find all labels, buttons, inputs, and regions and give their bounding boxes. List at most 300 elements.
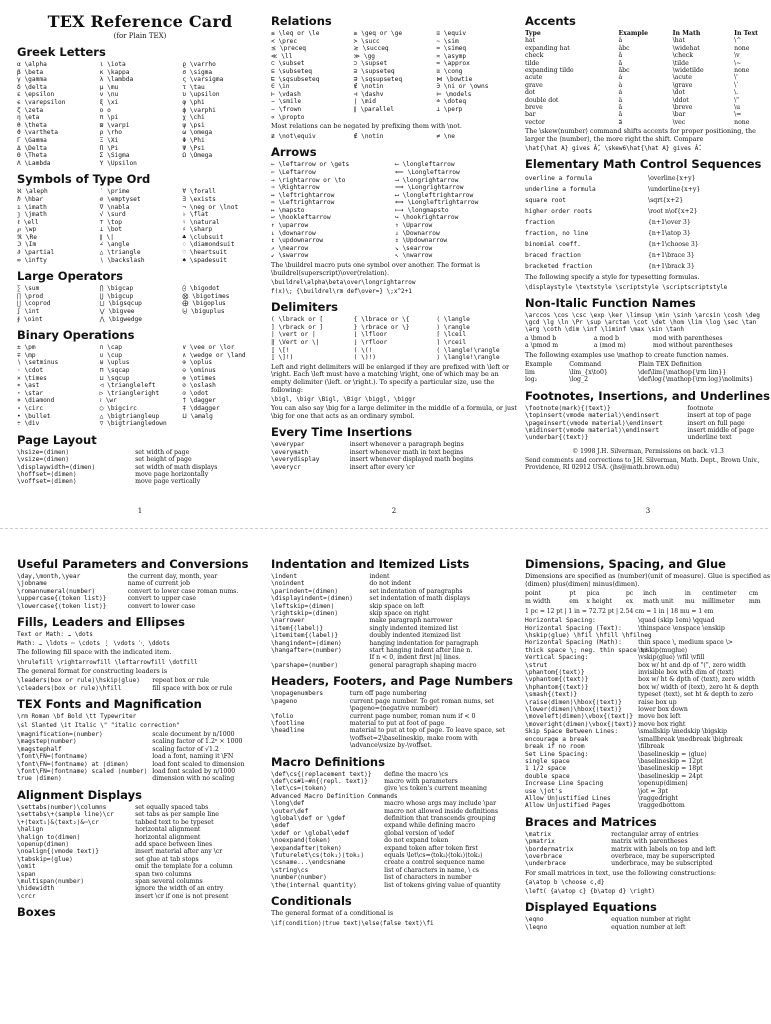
description-cell: current page number, roman num if < 0 (349, 712, 476, 720)
description-cell: name of current job (127, 580, 190, 588)
symbol-entry: ⨆ \bigsqcup (99, 300, 142, 308)
command-cell: \parshape=⟨number⟩ (271, 661, 339, 669)
command-cell: underline a formula (525, 186, 596, 194)
description-cell: expand token after token first (384, 844, 478, 852)
symbol-entry: Υ \Upsilon (99, 159, 137, 167)
units-table (525, 590, 771, 606)
unit-cell: em (569, 598, 579, 606)
delimiters-note-2: You can also say \big for a large delimiter in the middle of a formula, or just \big for one that acts as an ordinary symbol. (271, 404, 517, 420)
table-cell: Plain TEX Definition (638, 361, 702, 369)
description-cell: \baselineskip = 24pt (638, 772, 703, 780)
command-cell: \everycr (271, 463, 301, 471)
symbol-entry: α \alpha (17, 61, 47, 68)
command-cell: \everydisplay (271, 456, 320, 464)
symbol-entry: ♣ \clubsuit (182, 233, 224, 241)
symbol-entry: ↙ \swarrow (271, 252, 309, 260)
description-cell: thin space \, medium space \> (638, 639, 733, 647)
description-cell: make paragraph narrower (369, 617, 453, 625)
table-cell: hat (525, 37, 536, 45)
command-cell: \pageno (271, 697, 298, 705)
symbol-entry: ≺ \prec (271, 37, 298, 45)
command-cell: Horizontal Spacing: (525, 617, 596, 625)
description-cell: list of tokens giving value of quantity (384, 881, 501, 889)
table-cell: \breve (672, 104, 693, 112)
arrows-note: The \buildrel macro puts one symbol over another. The format is \buildrel⟨superscript⟩\over⟨relation⟩. (271, 261, 481, 277)
command-cell: \halign to⟨dimen⟩ (17, 833, 81, 841)
symbol-entry: ∧ \wedge or \land (182, 351, 246, 359)
description-cell: insert whenever math in text begins (349, 448, 464, 456)
symbol-entry: ⟩ \rangle (436, 323, 470, 331)
symbol-entry: ∣ \mid (353, 98, 377, 106)
delimiters-heading: Delimiters (271, 300, 338, 315)
command-cell: \edef (271, 822, 290, 830)
symbol-entry: ⨄ \biguplus (182, 308, 225, 316)
command-cell: overline a formula (525, 175, 593, 183)
symbol-entry: ∼ \sim (436, 37, 459, 45)
control-table (525, 173, 771, 272)
fills-heading: Fills, Leaders and Ellipses (17, 615, 185, 630)
command-cell: \long\def (271, 800, 305, 808)
delimiters-note: Left and right delimiters will be enlarged if they are prefixed with \left or \right. Each \left must have a matching \right, one of which may be an empty delimiter (\left. or \right.). To specify a particular size, use the following: (271, 362, 510, 394)
symbol-entry: ∐ \coprod (17, 300, 51, 308)
description-cell: create a control sequence name (384, 859, 485, 867)
description-cell: set indentation of paragraphs (369, 587, 463, 595)
boxes-heading: Boxes (17, 905, 56, 920)
description-cell: \sqrt{x+2} (648, 197, 684, 205)
braces-example-1: {a\atop b \choose c,d} (525, 879, 605, 887)
relations-heading: Relations (271, 14, 332, 28)
symbol-entry: ⊤ \top (99, 218, 123, 226)
macro-table (271, 771, 517, 890)
description-cell: \baselineskip = ⟨glue⟩ (638, 750, 707, 758)
symbol-entry: ◁ \triangleleft (99, 382, 156, 390)
description-cell: \root n\of{x+2} (648, 208, 698, 216)
control-styles: \displaystyle \textstyle \scriptstyle \scriptscriptstyle (525, 284, 728, 292)
unit-cell: millimeter (702, 598, 735, 606)
description-cell: give \cs token's current meaning (384, 785, 487, 793)
symbol-entry: ⊘ \oslash (182, 382, 216, 390)
description-cell: tabbed text to be typeset (135, 818, 214, 826)
symbol-entry: μ \mu (99, 83, 119, 91)
symbol-entry: ≪ \ll (271, 52, 293, 60)
description-cell: {n+1\choose 3} (648, 241, 699, 249)
command-cell: \span (17, 870, 36, 878)
symbol-entry: χ \chi (182, 114, 205, 122)
unit-cell: inch (643, 590, 657, 598)
unit-cell: pc (625, 590, 634, 598)
symbol-entry: ∈ \in (271, 83, 290, 91)
symbol-entry: ⌉ \rceil (436, 339, 467, 346)
table-cell: \^ (734, 37, 742, 45)
symbol-entry: λ \lambda (99, 76, 134, 84)
description-cell: fill space with box or rule (152, 684, 233, 692)
table-cell: \widetilde (672, 67, 704, 75)
symbol-entry: ⇓ \Downarrow (395, 229, 440, 237)
fills-note-2: The general format for constructing leaders is (17, 666, 168, 675)
command-cell: \phantom{⟨text⟩} (525, 669, 585, 677)
command-cell: \uppercase{⟨token list⟩} (17, 595, 107, 603)
function-examples (525, 361, 771, 383)
greek-heading: Greek Letters (17, 45, 106, 59)
ord-list (17, 188, 263, 264)
description-cell: current page number. To get roman nums, set \pageno=⟨negative number⟩ (349, 697, 494, 713)
copyright: © 1998 J.H. Silverman, Permissions on back. v1.3 (572, 447, 724, 455)
symbol-entry: ≃ \simeq (436, 45, 467, 53)
description-cell: \filbreak (638, 743, 665, 751)
description-cell: indent (369, 573, 390, 580)
description-cell: list of characters in name, \ cs (384, 866, 479, 874)
description-cell: repeat box or rule (152, 677, 210, 685)
symbol-entry: ∥ \parallel (353, 105, 395, 113)
command-cell: \narrower (271, 617, 305, 625)
command-cell: single space (525, 757, 570, 765)
description-cell: macro not allowed inside definitions (384, 807, 499, 815)
command-cell: \raise⟨dimen⟩\hbox{⟨text⟩} (525, 698, 622, 706)
accents-compare: \hat{\hat A} gives Â̂, \skew6\hat{\hat A} gives Â̂. (525, 145, 703, 153)
description-cell: rectangular array of entries (611, 830, 699, 838)
indent-heading: Indentation and Itemized Lists (271, 557, 470, 571)
command-cell: Allow Unjustified Pages (525, 802, 611, 810)
page-number-3: 3 (645, 507, 651, 515)
symbol-entry: × \times (17, 374, 47, 382)
table-cell: lim (525, 368, 535, 376)
command-cell: \item{⟨label⟩} (271, 624, 324, 632)
greek-list (17, 61, 263, 167)
description-cell: \baselineskip = 18pt (638, 765, 703, 773)
command-cell: \string\cs (271, 866, 309, 874)
symbol-entry: ⊆ \subseteq (271, 67, 312, 75)
description-cell: invisible box with dim of ⟨text⟩ (638, 669, 734, 677)
description-cell: \quad (skip 1em) \qquad (638, 617, 715, 625)
command-cell: \everymath (271, 448, 309, 456)
command-cell: \hidewidth (17, 885, 55, 893)
description-cell: load a font, naming it \FN (152, 753, 234, 761)
symbol-entry: ≤ \leq or \le (271, 30, 320, 37)
symbol-entry: π \pi (99, 114, 119, 122)
table-cell: \widehat (672, 44, 700, 52)
table-cell: a \pmod m (525, 342, 559, 350)
symbol-entry: ∞ \infty (17, 256, 47, 264)
description-cell: horizontal alignment (135, 826, 201, 834)
table-cell: a \bmod b (525, 335, 557, 343)
command-cell: \hangindent=⟨dimen⟩ (271, 639, 342, 647)
description-cell: overbrace, may be superscripted (611, 852, 715, 860)
symbol-entry: ↕ \updownarrow (271, 237, 324, 245)
description-cell: scale document by n/1000 (152, 731, 235, 739)
symbol-entry: ⟨ \langle (436, 316, 470, 324)
mod-table (525, 335, 771, 350)
table-cell: check (525, 52, 544, 60)
description-cell: \underline{x+y} (648, 186, 701, 194)
symbol-entry: ⋃ \bigcup (99, 292, 134, 300)
command-cell: thick space \; neg. thin space \! (525, 646, 648, 654)
symbol-entry: ⇕ \Updownarrow (395, 237, 448, 245)
table-cell: dot (525, 89, 536, 97)
symbol-entry: Ω \Omega (182, 152, 213, 160)
symbol-entry: ⊙ \odot (182, 389, 209, 397)
symbol-entry: ⪰ \succeq (353, 45, 389, 53)
description-cell: the current day, month, year (127, 573, 218, 580)
arrows-list (271, 161, 517, 260)
table-cell: ā (618, 111, 623, 119)
description-cell: \smallskip \medskip \bigskip (638, 728, 728, 736)
description-cell: expand while defining macro (384, 822, 476, 830)
command-cell: break if no room (525, 743, 585, 751)
unit-cell: ex (625, 598, 633, 606)
command-cell: square root (525, 197, 566, 205)
symbol-entry: ≍ \asymp (436, 52, 467, 60)
command-cell: \vphantom{⟨text⟩} (525, 676, 589, 684)
symbol-entry: ⟩ \langle!\rangle (436, 354, 500, 362)
symbol-entry: ⊓ \sqcap (99, 367, 130, 374)
symbol-entry: ∘ \circ (17, 404, 44, 412)
table-cell: \def\lim{\mathop{\rm lim}} (638, 368, 727, 376)
command-cell: \crcr (17, 892, 36, 900)
symbol-entry: ≈ \approx (436, 60, 470, 68)
command-cell: \noindent (271, 580, 305, 588)
symbol-entry: ⊇ \supseteq (353, 67, 395, 75)
fills-note: The following fill space with the indicated item. (17, 648, 172, 657)
symbol-entry: ⊣ \dashv (353, 90, 384, 98)
symbol-entry (182, 316, 263, 324)
command-cell: \font\FN=⟨fontname⟩ at ⟨dimen⟩ (17, 760, 129, 768)
description-cell: move box right (638, 720, 686, 728)
command-cell: \footline (271, 719, 305, 727)
accents-col-type: Type (525, 30, 541, 37)
unit-cell: m width (525, 598, 551, 606)
align-table (17, 804, 263, 900)
fills-text: Text or Math: … \dots (17, 631, 93, 639)
description-cell: ignore the width of an entry (135, 885, 224, 893)
footnotes-heading: Footnotes, Insertions, and Underlines (525, 388, 770, 403)
symbol-entry: ↦ \mapsto (271, 206, 305, 214)
description-cell: {n+1\over 3} (648, 219, 691, 227)
command-cell: braced fraction (525, 252, 581, 260)
arrows-heading: Arrows (271, 145, 317, 160)
symbol-entry: ⇔ \Leftrightarrow (271, 199, 335, 207)
fold-line (0, 528, 768, 529)
symbol-entry: ↔ \leftrightarrow (271, 191, 335, 199)
command-cell: \cleaders⟨box or rule⟩\hfill (17, 684, 122, 692)
command-cell: \midinsert⟨vmode material⟩\endinsert (525, 426, 660, 434)
command-cell: \outer\def (271, 807, 309, 815)
symbol-entry: ⌈ \lceil (436, 331, 467, 339)
symbol-entry: ↗ \nearrow (271, 244, 309, 252)
table-cell: breve (525, 104, 543, 112)
symbol-entry: γ \gamma (17, 76, 47, 84)
command-cell: \the⟨internal quantity⟩ (271, 881, 357, 889)
table-cell: a (mod m) (593, 342, 626, 350)
function-heading: Non-Italic Function Names (525, 296, 696, 311)
table-cell: \hat (672, 37, 685, 45)
command-cell: \futurelet\cs⟨tok₁⟩⟨tok₂⟩ (271, 852, 365, 859)
command-cell: \leftskip=⟨dimen⟩ (271, 602, 335, 610)
symbol-entry: ⟹ \Longrightarrow (395, 184, 464, 192)
symbol-entry: ∇ \nabla (99, 203, 130, 211)
symbol-entry: ( \lbrack or [ (271, 316, 324, 324)
description-cell: definition that transcends grouping (384, 814, 496, 822)
symbol-entry: ≥ \geq or \ge (353, 30, 403, 37)
large-list (17, 285, 263, 323)
symbol-entry: Δ \Delta (17, 144, 47, 152)
symbol-entry: ≀ \wr (99, 397, 117, 405)
symbol-entry: ⋈ \bowtie (436, 75, 473, 83)
command-cell: \indent (271, 573, 298, 580)
command-cell: Vertical Spacing: (525, 654, 589, 662)
fonts-heading: TEX Fonts and Magnification (17, 697, 202, 712)
description-cell: scaling factor of √1.2 (152, 745, 219, 753)
table-cell: expanding hat (525, 44, 570, 52)
command-cell: 1 1/2 space (525, 765, 566, 773)
command-cell: \hskip⟨glue⟩ \hfil \hfill \hfilneg (525, 632, 652, 639)
symbol-entry: ∓ \mp (17, 351, 36, 359)
symbol-entry: } \rbrace or \} (353, 323, 410, 331)
symbol-entry: ℓ \ell (17, 218, 39, 226)
page-6 (525, 540, 771, 1024)
description-cell: macro whose args may include \par (384, 800, 497, 808)
symbol-entry: o o (99, 106, 111, 114)
symbol-entry: ♮ \natural (182, 218, 220, 226)
symbol-entry: ↩ \hookleftarrow (271, 214, 331, 222)
symbol-entry: υ \upsilon (182, 91, 220, 99)
symbol-entry: { \lbrace or \{ (353, 316, 410, 324)
command-cell: binomial coeff. (525, 241, 581, 249)
symbol-entry: κ \kappa (99, 68, 130, 76)
command-cell: \global\def or \gdef (271, 814, 346, 822)
command-cell: \parindent=⟨dimen⟩ (271, 587, 339, 595)
table-cell: \' (734, 74, 738, 82)
symbol-entry: ⊒ \sqsupseteq (353, 75, 403, 83)
control-note: The following specify a style for typesetting formulas. (525, 273, 700, 282)
description-cell: insert whenever a paragraph begins (349, 441, 464, 449)
table-cell: ǎ (618, 52, 623, 60)
command-cell: \everypar (271, 441, 305, 449)
table-cell: expanding tilde (525, 67, 574, 75)
command-cell: true ⟨dimen⟩ (17, 775, 62, 783)
align-heading: Alignment Displays (17, 787, 142, 802)
symbol-entry: σ \sigma (182, 68, 213, 76)
command-cell: \hoffset=⟨dimen⟩ (17, 470, 77, 478)
table-cell: \lim_{x\to0} (569, 368, 608, 376)
braces-example-2: \left( {a\atop c} {b\atop d} \right) (525, 888, 656, 896)
braces-heading: Braces and Matrices (525, 814, 657, 829)
symbol-entry: τ \tau (182, 83, 205, 91)
description-cell: underline text (687, 434, 732, 442)
relations-list (271, 30, 517, 121)
description-cell: omit the template for a column (135, 863, 233, 871)
symbol-entry: ⊢ \vdash (271, 90, 301, 98)
command-cell: Skip Space Between Lines: (525, 728, 619, 736)
symbol-entry: ∀ \forall (182, 188, 216, 196)
headers-table (271, 690, 517, 749)
headers-heading: Headers, Footers, and Page Numbers (271, 674, 513, 689)
description-cell: move page vertically (135, 478, 201, 486)
table-cell: â (618, 37, 623, 45)
command-cell: \smash{⟨text⟩} (525, 691, 578, 699)
description-cell: span several columns (135, 877, 203, 885)
symbol-entry: ϖ \varpi (99, 121, 130, 129)
description-cell (638, 632, 771, 639)
command-cell: \noalign{⟨vmode text⟩} (17, 848, 99, 856)
symbol-entry: ⨿ \amalg (182, 412, 213, 420)
symbol-entry: ϕ \varphi (182, 106, 216, 114)
description-cell: turn off page numbering (349, 690, 427, 698)
description-cell: macro with parameters (384, 777, 458, 785)
page-2 (271, 0, 517, 520)
command-cell: \csname...\endcsname (271, 859, 346, 867)
symbol-entry: ∪ \cup (99, 351, 123, 359)
symbol-entry: ε \epsilon (17, 91, 55, 99)
conditionals-heading: Conditionals (271, 894, 352, 909)
symbol-entry: ⌋ \rfloor (353, 339, 388, 346)
symbol-entry: ⇐ \Leftarrow (271, 168, 316, 176)
command-cell: \pageinsert⟨vmode material⟩\endinsert (525, 419, 663, 427)
command-cell: \magstep⟨number⟩ (17, 738, 77, 746)
symbol-entry: ℏ \hbar (17, 195, 44, 203)
symbol-entry: Π \Pi (99, 144, 119, 152)
description-cell: dimension with no scaling (152, 775, 235, 783)
symbol-entry: ↪ \hookrightarrow (395, 214, 459, 222)
symbol-entry: ⟺ \Longleftrightarrow (395, 199, 479, 207)
control-heading: Elementary Math Control Sequences (525, 157, 762, 172)
command-cell: \magnification=⟨number⟩ (17, 731, 103, 739)
description-cell: insert on full page (687, 419, 745, 427)
description-cell: skip space on left (369, 602, 425, 610)
command-cell: \bordermatrix (525, 845, 574, 853)
symbol-entry: Φ \Phi (182, 136, 205, 144)
symbol-entry: ∖ \backslash (99, 256, 145, 264)
symbol-entry: ⊥ \perp (436, 105, 463, 113)
table-cell: none (734, 118, 750, 126)
page-3 (525, 0, 771, 520)
symbol-entry (354, 114, 435, 122)
symbol-entry: δ \delta (17, 83, 47, 91)
symbol-entry: ζ \zeta (17, 106, 44, 114)
command-cell: \folio (271, 712, 294, 720)
table-cell: \vec (672, 118, 686, 126)
symbol-entry: ‖ \Vert or \| (271, 339, 320, 346)
symbol-entry: ‡ \ddagger (182, 404, 220, 412)
description-cell: \raggedright (638, 794, 678, 802)
command-cell: \def\cs#1⋯#n{⟨repl. text⟩} (271, 777, 368, 785)
description-cell: equation number at left (611, 923, 686, 931)
table-cell: none (734, 44, 750, 52)
table-cell: acute (525, 74, 543, 82)
accents-col-math: In Math (672, 30, 701, 37)
command-cell: \romannumeral⟨number⟩ (17, 587, 96, 595)
braces-note: For small matrices in text, use the following constructions: (525, 868, 717, 877)
symbol-entry: ⨂ \bigotimes (182, 292, 230, 300)
description-cell: general paragraph shaping macro (369, 661, 477, 669)
command-cell: \headline (271, 727, 305, 735)
displayed-table (525, 916, 771, 931)
symbol-entry: ▽ \bigtriangledown (99, 420, 167, 428)
symbol-entry: ∩ \cap (99, 344, 123, 352)
fonts-table (17, 731, 263, 783)
description-cell (384, 793, 517, 800)
symbol-entry: ⌣ \smile (271, 98, 302, 106)
table-cell: mod without parentheses (652, 342, 733, 350)
description-cell: set glue at tab stops (135, 855, 199, 863)
delimiters-sizes: \bigl, \bigr \Bigl, \Bigr \biggl, \biggr (271, 396, 416, 404)
description-cell: set width of math displays (135, 463, 218, 471)
symbol-entry: ⊃ \supset (353, 60, 388, 68)
table-cell: \bar (672, 111, 686, 119)
command-cell: \moveright⟨dimen⟩\vbox{⟨text⟩} (525, 720, 637, 728)
symbol-entry: θ \theta (17, 121, 47, 129)
fonts-row-2: \sl Slanted \it Italic \" "italic correction" (17, 722, 180, 730)
symbol-entry: ( \(! (353, 346, 373, 354)
